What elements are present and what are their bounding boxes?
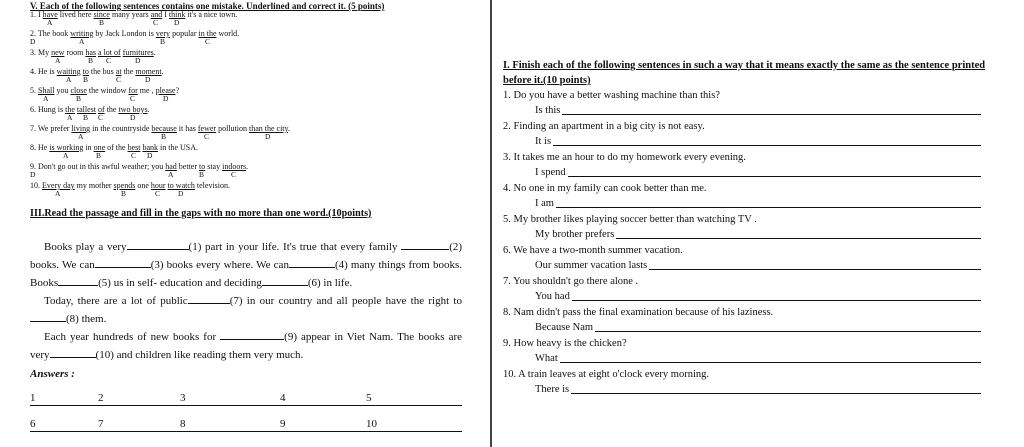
option-letter: A (55, 56, 61, 65)
rewrite-prompt: 5. My brother likes playing soccer better than watching TV . (503, 214, 757, 225)
underlined-option[interactable]: living (71, 124, 91, 133)
sentence-fragment: . (161, 67, 164, 76)
rewrite-item (503, 305, 993, 336)
answer-row-1 (30, 392, 462, 408)
option-letters (30, 171, 482, 180)
option-letter: C (204, 132, 210, 141)
answer-line[interactable] (595, 320, 981, 332)
sentence-fragment: of the (105, 143, 128, 152)
mistake-sentence (30, 68, 482, 87)
sentence-fragment: my mother (74, 181, 114, 190)
gap-6[interactable] (262, 275, 308, 286)
sentence-fragment: in the USA. (158, 143, 199, 152)
passage-paragraph-1: Books play a very (1) part in your life. It's true that every family (2) books. We can (3) books every where. We can (4) many things from books. Books (5) us in self- education and deciding (6) in life. (30, 241, 463, 289)
sentence-fragment: me , (137, 86, 156, 95)
rewrite-item (503, 243, 993, 274)
mistake-sentence (30, 125, 482, 144)
underlined-option[interactable]: furnitures (122, 48, 154, 57)
answer-blank-6[interactable]: 6 (30, 418, 98, 432)
rewrite-item (503, 367, 993, 398)
sentence-fragment: 7. We prefer (30, 124, 72, 133)
rewrite-item (503, 274, 993, 305)
option-letter: B (99, 18, 105, 27)
option-letter: C (231, 170, 237, 179)
option-letter: A (78, 132, 84, 141)
rewrite-prompt: 9. How heavy is the chicken? (503, 338, 627, 349)
sentence-fragment: many years (109, 10, 151, 19)
sentence-fragment: 2. The book (30, 29, 71, 38)
section-i-title: I. Finish each of the following sentences in such a way that it means exactly the same as the sentence printed before it.(10 points) (503, 60, 986, 86)
sentence-fragment: I (162, 10, 169, 19)
underlined-option[interactable]: waiting (56, 67, 81, 76)
rewrite-answer-row (503, 134, 993, 150)
sentence-fragment: in (83, 143, 94, 152)
rewrite-item (503, 150, 993, 181)
rewrite-prompt: 4. No one in my family can cook better than me. (503, 183, 707, 194)
rewrite-starter: Is this (535, 105, 561, 116)
rewrite-prompt: 10. A train leaves at eight o'clock every morning. (503, 369, 710, 380)
answers-label: Answers : (30, 368, 75, 380)
rewrite-sentence-list (503, 88, 993, 398)
option-letter: C (106, 56, 112, 65)
rewrite-starter: You had (535, 291, 570, 302)
option-letter: A (63, 151, 69, 160)
answer-blank-4[interactable]: 4 (280, 392, 366, 406)
underlined-option[interactable]: tallest (76, 105, 97, 114)
option-letter: B (121, 189, 127, 198)
underlined-option[interactable]: please (155, 86, 176, 95)
underlined-option[interactable]: Every day (42, 181, 75, 190)
sentence-fragment: better (176, 162, 199, 171)
reading-passage (30, 238, 462, 364)
answer-line[interactable] (568, 165, 981, 177)
answer-blank-2[interactable]: 2 (98, 392, 180, 406)
underlined-option[interactable]: two boys (118, 105, 148, 114)
gap-10[interactable] (50, 347, 96, 358)
sentence-fragment: . (288, 124, 290, 133)
gap-7[interactable] (188, 293, 230, 304)
rewrite-answer-row (503, 320, 993, 336)
underlined-option[interactable]: for (128, 86, 138, 95)
option-letters (30, 95, 482, 104)
option-letters (30, 133, 482, 142)
rewrite-prompt: 8. Nam didn't pass the final examination because of his laziness. (503, 307, 774, 318)
underlined-option[interactable]: has (85, 48, 97, 57)
option-letter: A (55, 189, 61, 198)
mistake-sentence-text (30, 125, 482, 133)
mistake-sentence-list (30, 11, 482, 201)
sentence-fragment: room (64, 48, 86, 57)
left-column (30, 2, 482, 447)
option-letter: A (66, 75, 72, 84)
underlined-option[interactable]: think (168, 10, 186, 19)
mistake-sentence-text (30, 49, 482, 57)
underlined-option[interactable]: is working (49, 143, 84, 152)
underlined-option[interactable]: fewer (197, 124, 217, 133)
answer-blank-9[interactable]: 9 (280, 418, 366, 432)
underlined-option[interactable]: to watch (167, 181, 195, 190)
option-letter: B (199, 170, 205, 179)
underlined-option[interactable]: at (115, 67, 122, 76)
underlined-option[interactable]: indoors (222, 162, 247, 171)
answer-line[interactable] (560, 351, 981, 363)
sentence-fragment: one (135, 181, 151, 190)
mistake-sentence-text (30, 30, 482, 38)
underlined-option[interactable]: very (155, 29, 171, 38)
sentence-fragment: 1. I (30, 10, 43, 19)
sentence-fragment: the (121, 67, 136, 76)
answer-blank-3[interactable]: 3 (180, 392, 280, 406)
sentence-fragment: television. (194, 181, 230, 190)
sentence-fragment: in the countryside (90, 124, 152, 133)
rewrite-starter: My brother prefers (535, 229, 615, 240)
gap-8[interactable] (30, 311, 66, 322)
underlined-option[interactable]: one (93, 143, 106, 152)
underlined-option[interactable]: than the city (248, 124, 288, 133)
option-letter: B (96, 151, 102, 160)
mistake-sentence (30, 30, 482, 49)
mistake-sentence (30, 106, 482, 125)
gap-1[interactable] (127, 239, 189, 250)
sentence-fragment: the window (86, 86, 129, 95)
sentence-fragment: 6. Hung is (30, 105, 66, 114)
rewrite-starter: I spend (535, 167, 566, 178)
underlined-option[interactable]: since (93, 10, 110, 19)
rewrite-answer-row (503, 196, 993, 212)
mistake-sentence-text (30, 182, 482, 190)
gap-3[interactable] (95, 257, 151, 268)
sentence-fragment: pollution (216, 124, 249, 133)
answer-blank-7[interactable]: 7 (98, 418, 180, 432)
option-letter: B (160, 37, 166, 46)
option-letter: D (30, 170, 36, 179)
option-letter: B (88, 56, 94, 65)
option-letter: D (178, 189, 184, 198)
underlined-option[interactable]: to (82, 67, 89, 76)
answer-line[interactable] (571, 382, 981, 394)
underlined-option[interactable]: in the (198, 29, 217, 38)
underlined-option[interactable]: have (42, 10, 58, 19)
underlined-option[interactable]: spends (113, 181, 136, 190)
sentence-fragment: 5. (30, 86, 38, 95)
sentence-fragment: 10. (30, 181, 42, 190)
mistake-sentence (30, 144, 482, 163)
sentence-fragment: world. (216, 29, 240, 38)
answer-line[interactable] (556, 196, 981, 208)
answer-line[interactable] (553, 134, 981, 146)
option-letter: A (67, 113, 73, 122)
mistake-sentence-text (30, 87, 482, 95)
option-letters (30, 190, 482, 199)
underlined-option[interactable]: and (150, 10, 163, 19)
underlined-option[interactable]: best (127, 143, 141, 152)
underlined-option[interactable]: a lot of (98, 48, 121, 57)
answer-line[interactable] (649, 258, 981, 270)
rewrite-starter: Because Nam (535, 322, 594, 333)
option-letter: A (168, 170, 174, 179)
answer-row-2 (30, 418, 462, 434)
rewrite-answer-row (503, 289, 993, 305)
section-iii-title: III.Read the passage and fill in the gaps with no more than one word.(10points) (30, 207, 372, 219)
answer-blank-10[interactable]: 10 (366, 418, 462, 432)
option-letter: B (83, 113, 89, 122)
rewrite-item (503, 181, 993, 212)
answer-line[interactable] (562, 103, 981, 115)
sentence-fragment: 3. My (30, 48, 52, 57)
rewrite-item (503, 336, 993, 367)
option-letters (30, 76, 482, 85)
answer-line[interactable] (572, 289, 981, 301)
option-letters (30, 38, 482, 47)
option-letter: A (79, 37, 85, 46)
sentence-fragment: it's a nice town. (185, 10, 238, 19)
sentence-fragment: 4. He is (30, 67, 57, 76)
rewrite-starter: I am (535, 198, 554, 209)
mistake-sentence (30, 11, 482, 30)
rewrite-item (503, 212, 993, 243)
sentence-fragment: you (54, 86, 71, 95)
option-letter: C (205, 37, 211, 46)
answer-blank-5[interactable]: 5 (366, 392, 462, 406)
sentence-fragment: ? (175, 86, 180, 95)
option-letter: C (98, 113, 104, 122)
section-v-title: V. Each of the following sentences contains one mistake. Underlined and correct it. (5 points) (30, 2, 385, 11)
underlined-option[interactable]: to (198, 162, 206, 171)
option-letter: C (155, 189, 161, 198)
option-letter: B (83, 75, 89, 84)
underlined-option[interactable]: writing (70, 29, 94, 38)
underlined-option[interactable]: close (70, 86, 87, 95)
sentence-fragment: 8. He (30, 143, 50, 152)
column-divider (490, 0, 492, 447)
rewrite-answer-row (503, 351, 993, 367)
option-letter: A (43, 94, 49, 103)
rewrite-starter: Our summer vacation lasts (535, 260, 648, 271)
gap-4[interactable] (289, 257, 335, 268)
underlined-option[interactable]: hour (150, 181, 166, 190)
option-letter: C (130, 94, 136, 103)
sentence-fragment: 9. Don't go out in this awful weather; you (30, 162, 166, 171)
rewrite-answer-row (503, 103, 993, 119)
option-letter: C (153, 18, 159, 27)
mistake-sentence (30, 49, 482, 68)
mistake-sentence-text (30, 68, 482, 76)
underlined-option[interactable]: had (165, 162, 177, 171)
sentence-fragment: . (153, 48, 156, 57)
rewrite-answer-row (503, 227, 993, 243)
rewrite-answer-row (503, 258, 993, 274)
rewrite-prompt: 6. We have a two-month summer vacation. (503, 245, 683, 256)
sentence-fragment: by Jack London is (93, 29, 156, 38)
gap-9[interactable] (220, 329, 284, 340)
underlined-option[interactable]: because (151, 124, 177, 133)
rewrite-item (503, 88, 993, 119)
option-letter: D (174, 18, 180, 27)
gap-2[interactable] (401, 239, 449, 250)
sentence-fragment: . (246, 162, 249, 171)
underlined-option[interactable]: moment (135, 67, 162, 76)
sentence-fragment: stay (205, 162, 223, 171)
option-letter: D (145, 75, 151, 84)
underlined-option[interactable]: bank (142, 143, 159, 152)
sentence-fragment: it has (176, 124, 198, 133)
rewrite-answer-row (503, 165, 993, 181)
rewrite-starter: There is (535, 384, 570, 395)
sentence-fragment: the bus (88, 67, 116, 76)
rewrite-prompt: 2. Finding an apartment in a big city is not easy. (503, 121, 705, 132)
option-letter: A (47, 18, 53, 27)
underlined-option[interactable]: Shall (38, 86, 55, 95)
option-letter: C (116, 75, 122, 84)
option-letter: D (163, 94, 169, 103)
mistake-sentence (30, 163, 482, 182)
sentence-fragment: lived here (57, 10, 94, 19)
option-letter: D (265, 132, 271, 141)
option-letters (30, 114, 482, 123)
sentence-fragment: . (147, 105, 150, 114)
right-column (503, 58, 993, 443)
option-letter: B (161, 132, 167, 141)
rewrite-prompt: 7. You shouldn't go there alone . (503, 276, 639, 287)
mistake-sentence-text (30, 11, 482, 19)
rewrite-starter: It is (535, 136, 552, 147)
option-letter: C (131, 151, 137, 160)
rewrite-item (503, 119, 993, 150)
option-letters (30, 152, 482, 161)
underlined-option[interactable]: of (98, 105, 105, 114)
gap-5[interactable] (58, 275, 98, 286)
passage-paragraph-3: Each year hundreds of new books for (9) appear in Viet Nam. The books are very (10) and children like reading them very much. (30, 331, 462, 361)
sentence-fragment: the (104, 105, 119, 114)
mistake-sentence (30, 87, 482, 106)
option-letters (30, 19, 482, 28)
underlined-option[interactable]: the (65, 105, 75, 114)
option-letter: D (135, 56, 141, 65)
option-letters (30, 57, 482, 66)
option-letter: B (76, 94, 82, 103)
answer-line[interactable] (616, 227, 981, 239)
rewrite-prompt: 1. Do you have a better washing machine than this? (503, 90, 720, 101)
sentence-fragment: popular (170, 29, 199, 38)
rewrite-answer-row (503, 382, 993, 398)
option-letter: D (147, 151, 153, 160)
answer-blank-8[interactable]: 8 (180, 418, 280, 432)
mistake-sentence-text (30, 163, 482, 171)
option-letter: D (30, 37, 36, 46)
answer-blank-1[interactable]: 1 (30, 392, 98, 406)
option-letter: D (130, 113, 136, 122)
passage-paragraph-2: Today, there are a lot of public (7) in our country and all people have the right to(8) them. (30, 292, 462, 328)
rewrite-prompt: 3. It takes me an hour to do my homework every evening. (503, 152, 746, 163)
underlined-option[interactable]: new (51, 48, 65, 57)
rewrite-starter: What (535, 353, 558, 364)
mistake-sentence (30, 182, 482, 201)
